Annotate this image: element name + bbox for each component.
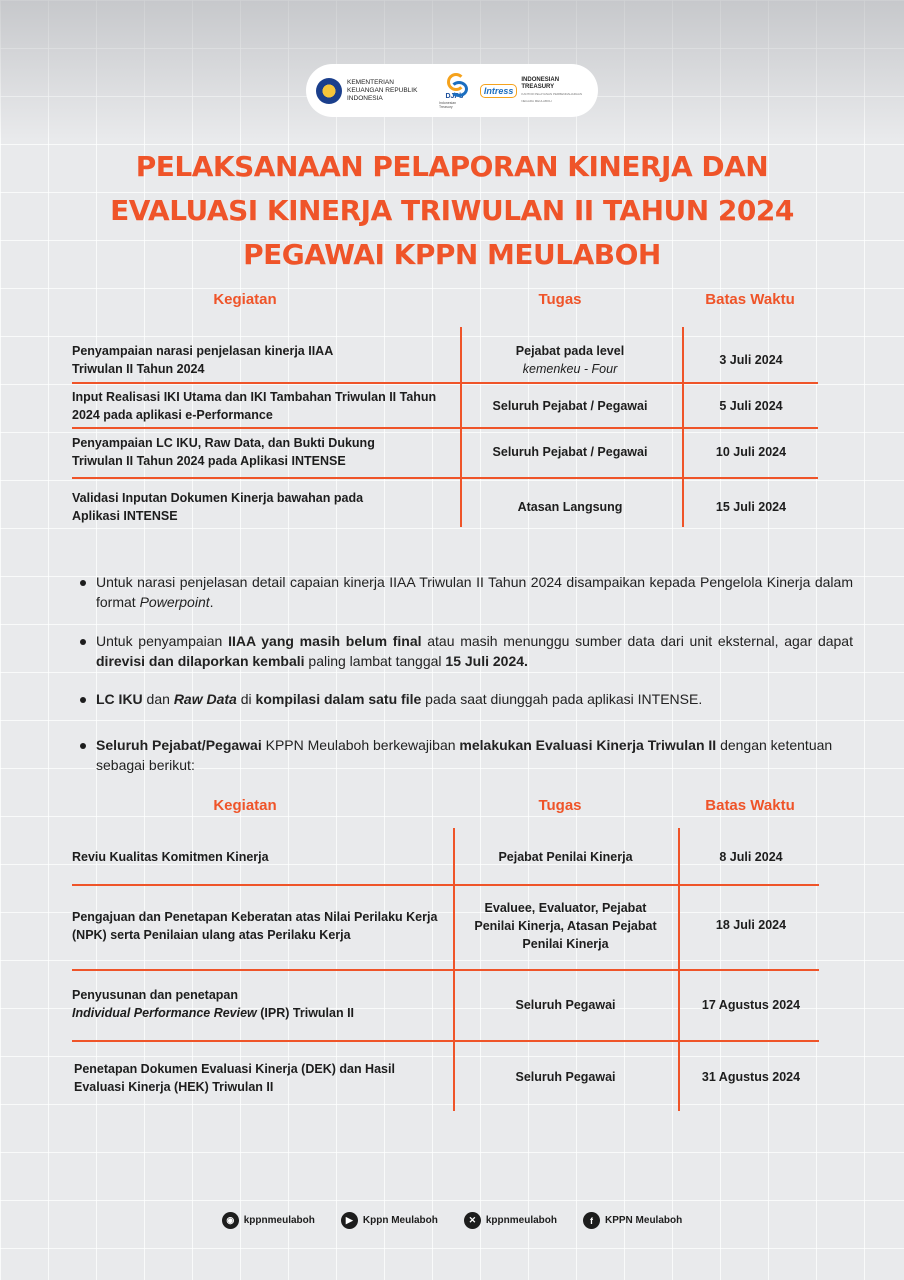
note-text: atau masih menunggu sumber data dari unit eksternal, agar dapat [421,633,853,649]
note-text-bold: direvisi dan dilaporkan kembali [96,653,305,669]
table-cell-batas: 8 Juli 2024 [719,850,783,864]
table-cell-tugas-text: Pejabat pada level [515,344,625,358]
table-cell-kegiatan: Penyampaian LC IKU, Raw Data, dan Bukti Dukung Triwulan II Tahun 2024 pada Aplikasi INTENSE [72,436,375,468]
table-cell-kegiatan: Reviu Kualitas Komitmen Kinerja [72,850,269,864]
instagram-icon: ◉ [222,1212,239,1229]
youtube-link[interactable] [341,1212,438,1229]
page-title-line-1: PELAKSANAAN PELAPORAN KINERJA DAN [135,150,769,183]
djpb-logo [439,73,470,109]
table-cell-tugas [470,340,670,380]
table-divider [72,969,819,971]
note-text-bold: melakukan Evaluasi Kinerja Triwulan II [459,737,717,753]
table-divider [72,382,818,384]
table-cell-kegiatan-italic: Individual Performance Review [72,1006,257,1020]
kemenkeu-logo-text: KEMENTERIAN KEUANGAN REPUBLIK INDONESIA [347,78,418,102]
x-link[interactable] [464,1212,557,1229]
note-text-bold: 15 Juli 2024. [445,653,528,669]
note-item [78,735,853,775]
note-text: Untuk narasi penjelasan detail capaian kinerja IIAA Triwulan II Tahun 2024 disampaikan kepada Pengelola Kinerja dalam format [96,574,853,610]
djpb-logo-subtext: Indonesian Treasury [439,100,457,109]
table-header-kegiatan: Kegiatan [213,291,277,308]
note-text-italic: Powerpoint [139,594,210,610]
social-footer [0,1212,904,1229]
table-cell-batas: 18 Juli 2024 [715,918,787,932]
table-cell-kegiatan: Pengajuan dan Penetapan Keberatan atas Nilai Perilaku Kerja (NPK) serta Penilaian ulang atas Perilaku Kerja [72,910,438,942]
table-divider [72,477,818,479]
page-title [60,145,844,277]
youtube-handle: Kppn Meulaboh [362,1215,438,1226]
facebook-link[interactable] [583,1212,682,1229]
instagram-link[interactable] [222,1212,315,1229]
table-cell-tugas: Seluruh Pegawai [515,998,616,1012]
table-cell-tugas: Seluruh Pejabat / Pegawai [492,445,648,459]
note-item [78,572,853,612]
note-text-bold: LC IKU [96,691,143,707]
note-item [78,631,853,671]
intress-logo-subtext: KANTOR PELAYANAN PERBENDAHARAAN NEGARA MEULABOH [521,91,583,103]
note-text: di [236,691,256,707]
table-cell-batas: 17 Agustus 2024 [701,998,801,1012]
note-text: dan [142,691,174,707]
note-text: pada saat diunggah pada aplikasi INTENSE. [421,691,703,707]
note-text: Untuk penyampaian [96,633,229,649]
table-cell-batas: 10 Juli 2024 [715,445,787,459]
instagram-handle: kppnmeulaboh [243,1215,315,1226]
table-cell-batas: 31 Agustus 2024 [701,1070,801,1084]
note-text: paling lambat tanggal [304,653,446,669]
table-cell-tugas: Pejabat Penilai Kinerja [498,850,633,864]
note-text: dengan ketentuan sebagai berikut: [96,737,833,773]
table-cell-tugas: Seluruh Pejabat / Pegawai [492,399,648,413]
x-icon: ✕ [464,1212,481,1229]
youtube-icon: ▶ [341,1212,358,1229]
table-cell-tugas: Seluruh Pegawai [515,1070,616,1084]
table-cell-kegiatan: Penetapan Dokumen Evaluasi Kinerja (DEK) dan Hasil Evaluasi Kinerja (HEK) Triwulan II [74,1062,395,1094]
table-divider [72,427,818,429]
table-cell-batas: 5 Juli 2024 [719,399,783,413]
table-header-tugas: Tugas [538,797,582,814]
intress-logo [480,77,588,105]
kemenkeu-logo [316,78,429,104]
note-item [78,689,853,709]
table-divider [72,884,819,886]
note-text-bold: Seluruh Pejabat/Pegawai [96,737,262,753]
intress-logo-title: INDONESIAN TREASURY [521,76,560,90]
table-header-kegiatan: Kegiatan [213,797,277,814]
table-cell-kegiatan: Input Realisasi IKI Utama dan IKI Tambahan Triwulan II Tahun 2024 pada aplikasi e-Performance [72,390,437,422]
table-cell-kegiatan [72,984,442,1024]
table-cell-batas: 3 Juli 2024 [719,353,783,367]
x-handle: kppnmeulaboh [485,1215,557,1226]
note-text-bold: IIAA yang masih belum final [228,633,422,649]
table-header-batas-waktu: Batas Waktu [705,291,795,308]
note-text: KPPN Meulaboh berkewajiban [261,737,460,753]
intress-mark-icon: Intress [480,84,518,98]
page-title-line-2: EVALUASI KINERJA TRIWULAN II TAHUN 2024 [110,194,794,227]
intress-logo-text [521,77,588,105]
facebook-icon: f [583,1212,600,1229]
table-cell-kegiatan-text: Penyusunan dan penetapan [72,988,239,1002]
djpb-mark-icon [443,73,465,93]
kemenkeu-emblem-icon [316,78,342,104]
djpb-logo-text: DJPb [445,92,464,100]
table-cell-kegiatan: Penyampaian narasi penjelasan kinerja IIAA Triwulan II Tahun 2024 [72,344,333,376]
page-title-line-3: PEGAWAI KPPN MEULABOH [243,238,661,271]
table-cell-tugas: Atasan Langsung [517,500,623,514]
table-cell-kegiatan: Validasi Inputan Dokumen Kinerja bawahan pada Aplikasi INTENSE [72,491,364,523]
facebook-handle: KPPN Meulaboh [605,1215,683,1226]
table-header-tugas: Tugas [538,291,582,308]
note-text-bold: kompilasi dalam satu file [255,691,422,707]
logo-bar [306,64,598,117]
table-cell-batas: 15 Juli 2024 [715,500,787,514]
table-cell-tugas: Evaluee, Evaluator, Pejabat Penilai Kinerja, Atasan Pejabat Penilai Kinerja [474,901,657,951]
table-divider [72,1040,819,1042]
note-text: . [209,594,214,610]
table-cell-kegiatan-text: (IPR) Triwulan II [256,1006,355,1020]
table-header-batas-waktu: Batas Waktu [705,797,795,814]
table-cell-tugas-italic: kemenkeu - Four [522,362,618,376]
note-text-bold-italic: Raw Data [173,691,237,707]
